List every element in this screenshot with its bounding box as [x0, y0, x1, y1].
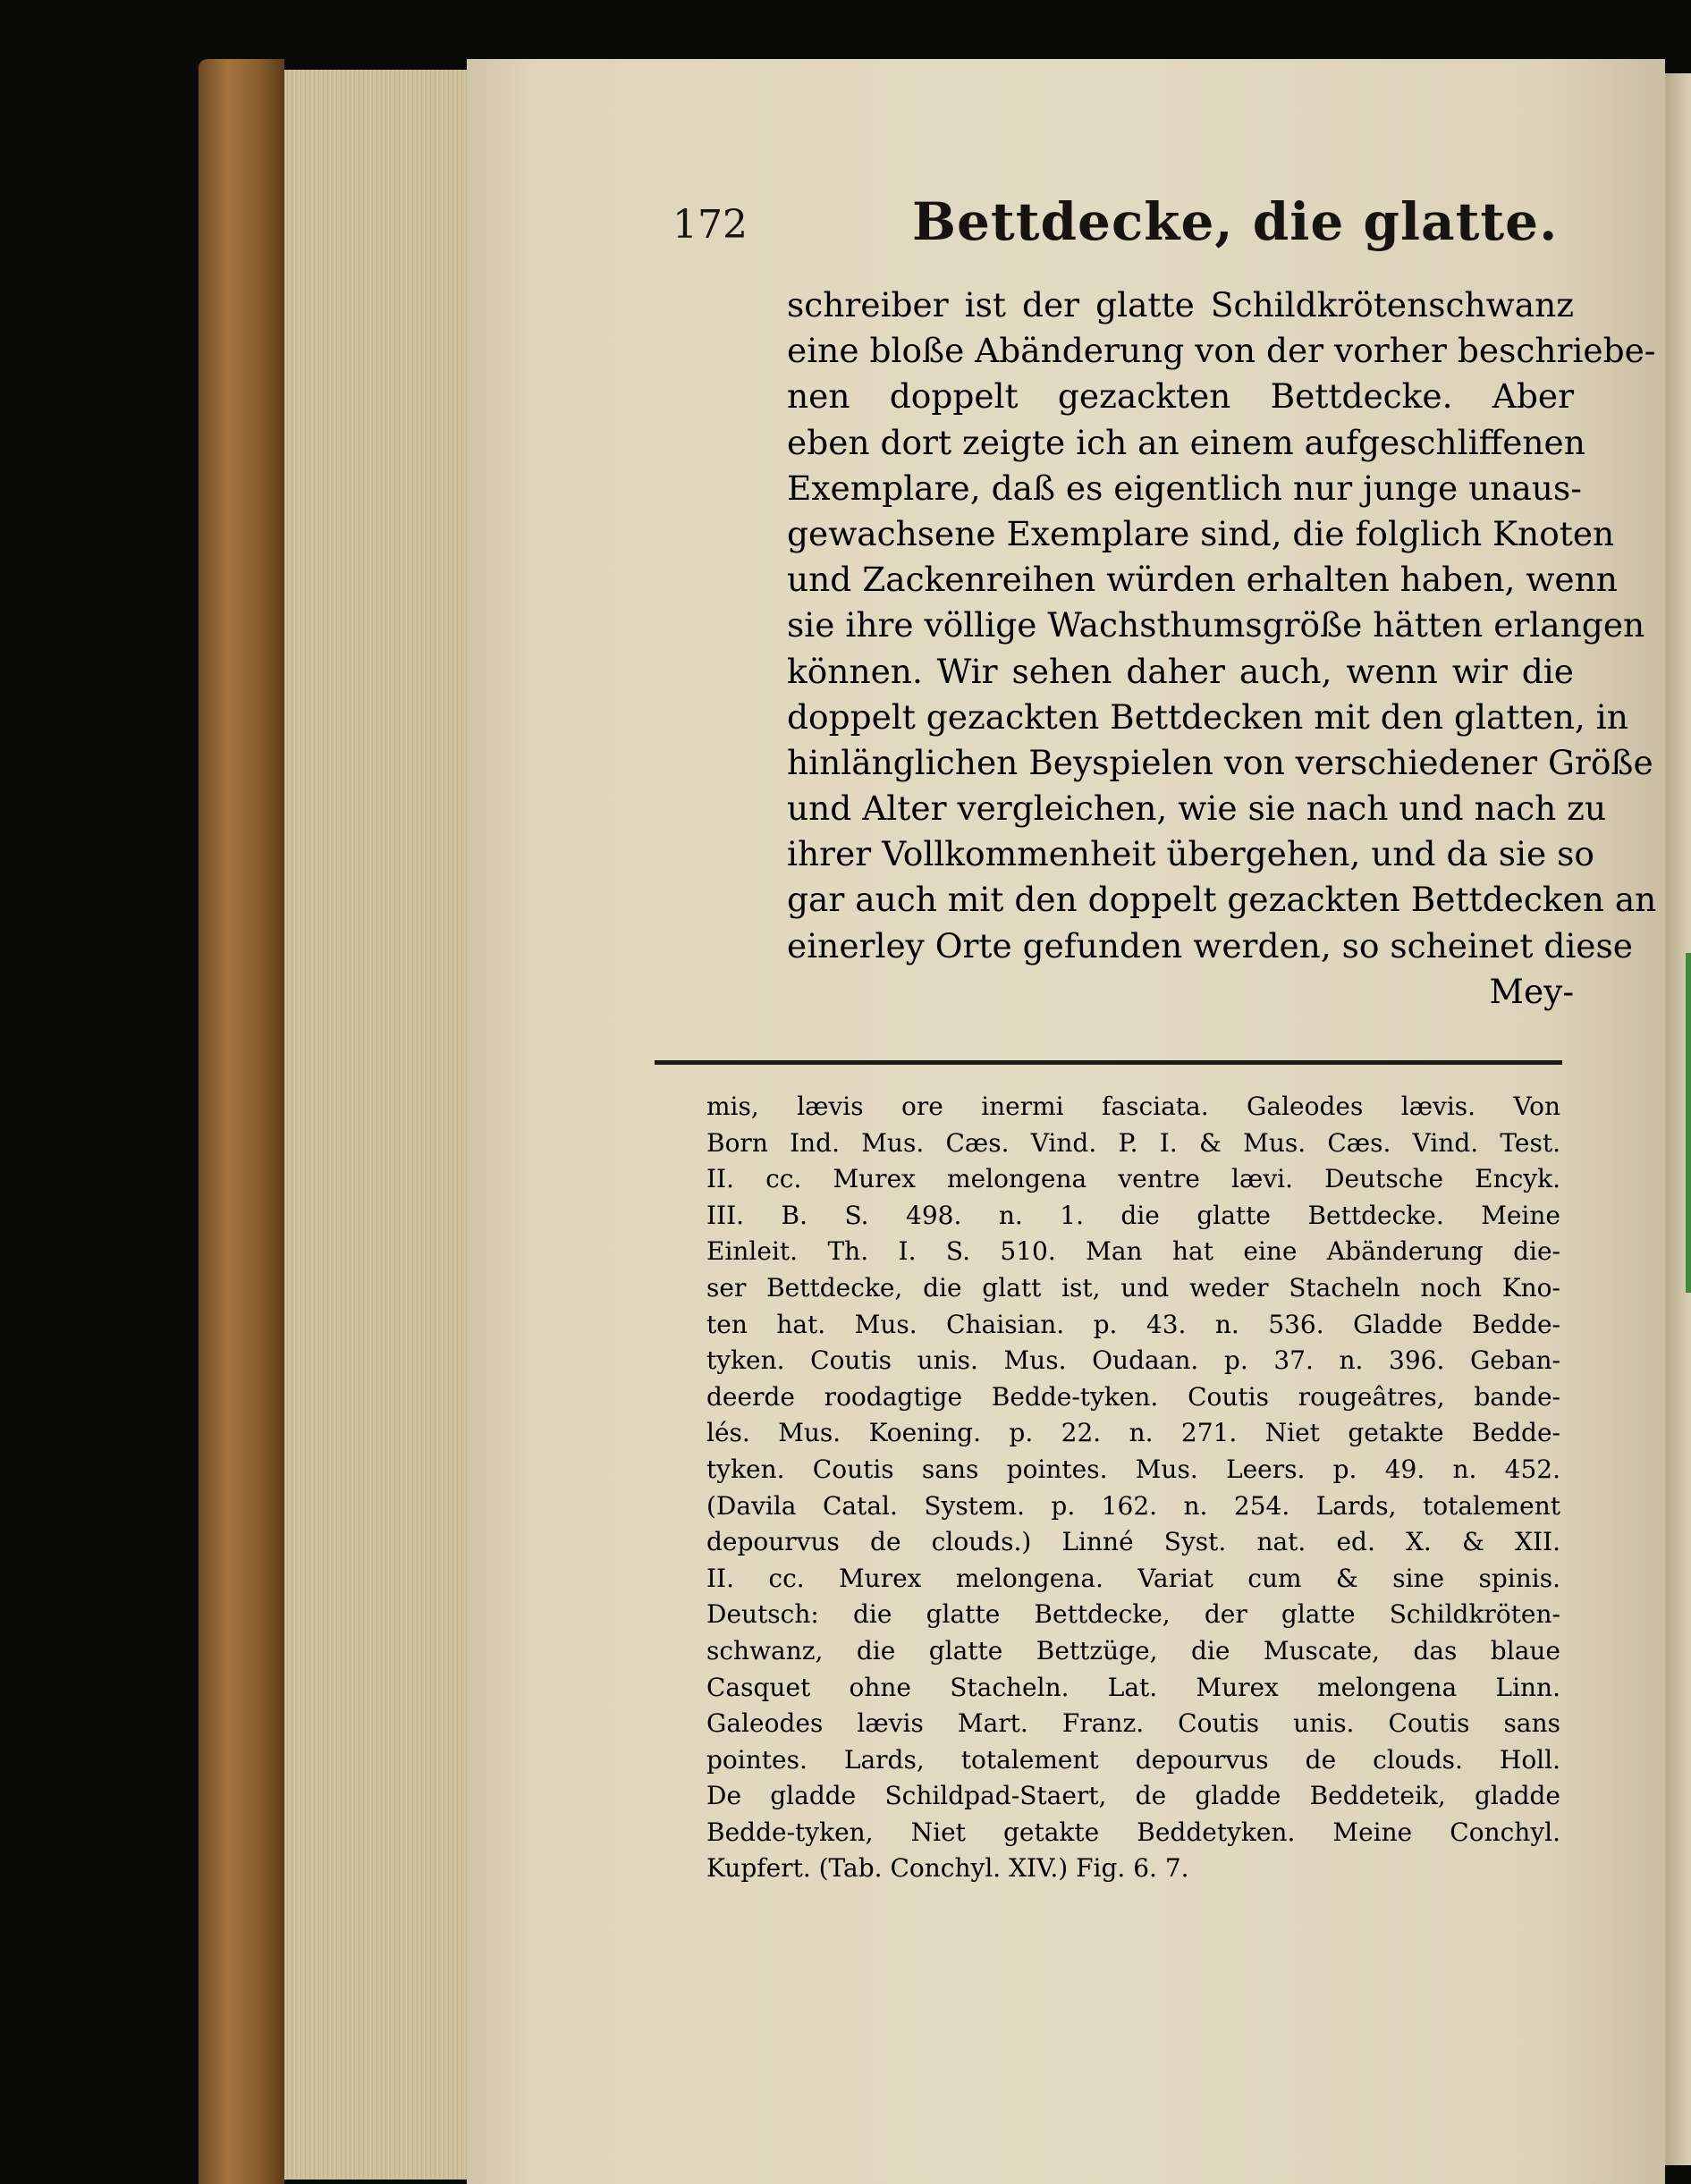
footnote-line: tyken. Coutis sans pointes. Mus. Leers. p. 49. n. 452.: [706, 1454, 1560, 1484]
main-text-line: sie ihre völlige Wachsthumsgröße hätten erlangen: [787, 605, 1645, 645]
footnote-line: II. cc. Murex melongena. Variat cum & sine spinis.: [706, 1563, 1560, 1593]
footnote-line: schwanz, die glatte Bettzüge, die Muscate, das blaue: [706, 1635, 1560, 1665]
main-text-line: Exemplare, daß es eigentlich nur junge unaus-: [787, 468, 1582, 508]
running-head: Bettdecke, die glatte.: [912, 191, 1559, 252]
main-text-line: eine bloße Abänderung von der vorher beschriebe-: [787, 331, 1656, 371]
main-text-line: gar auch mit den doppelt gezackten Bettdecken an: [787, 880, 1657, 920]
footnote-line: mis, lævis ore inermi fasciata. Galeodes lævis. Von: [706, 1092, 1560, 1121]
footnote-line: III. B. S. 498. n. 1. die glatte Bettdecke. Meine: [706, 1200, 1560, 1230]
footnote-line: ten hat. Mus. Chaisian. p. 43. n. 536. Gladde Bedde-: [706, 1309, 1560, 1339]
main-text-line: einerley Orte gefunden werden, so scheinet diese: [787, 925, 1633, 966]
page-edges: [284, 70, 469, 2180]
main-text-line: doppelt gezackten Bettdecken mit den glatten, in: [787, 696, 1628, 737]
main-text-line: gewachsene Exemplare sind, die folglich Knoten: [787, 513, 1615, 553]
main-text-line: und Alter vergleichen, wie sie nach und nach zu: [787, 788, 1607, 829]
footnote-line: II. cc. Murex melongena ventre lævi. Deutsche Encyk.: [706, 1164, 1560, 1194]
catchword: Mey-: [1489, 971, 1574, 1011]
footnote-line: depourvus de clouds.) Linné Syst. nat. ed. X. & XII.: [706, 1527, 1560, 1557]
footnote-line: Kupfert. (Tab. Conchyl. XIV.) Fig. 6. 7.: [706, 1853, 1189, 1884]
footnote-line: (Davila Catal. System. p. 162. n. 254. Lards, totalement: [706, 1490, 1560, 1521]
footnote-line: Galeodes lævis Mart. Franz. Coutis unis. Coutis sans: [706, 1708, 1560, 1739]
main-text-line: schreiber ist der glatte Schildkrötenschwanz: [787, 285, 1574, 325]
footnote-line: Deutsch: die glatte Bettdecke, der glatte Schildkröten-: [706, 1599, 1560, 1630]
footnote-line: Born Ind. Mus. Cæs. Vind. P. I. & Mus. Cæs. Vind. Test.: [706, 1127, 1560, 1158]
footnote-line: deerde roodagtige Bedde-tyken. Coutis rougeâtres, bande-: [706, 1381, 1560, 1412]
footnote-rule: [655, 1060, 1562, 1065]
main-text-block: [787, 282, 1657, 1015]
main-text-line: können. Wir sehen daher auch, wenn wir die: [787, 651, 1574, 691]
footnote-line: ser Bettdecke, die glatt ist, und weder Stacheln noch Kno-: [706, 1272, 1560, 1303]
main-text-line: nen doppelt gezackten Bettdecke. Aber: [787, 376, 1574, 417]
main-text-line: eben dort zeigte ich an einem aufgeschliffenen: [787, 422, 1585, 462]
main-text-line: hinlänglichen Beyspielen von verschiedener Größe: [787, 742, 1653, 782]
footnote-line: De gladde Schildpad-Staert, de gladde Beddeteik, gladde: [706, 1781, 1560, 1811]
color-calibration-strip: [1686, 953, 1691, 1293]
footnote-line: Einleit. Th. I. S. 510. Man hat eine Abänderung die-: [706, 1236, 1560, 1267]
main-text-line: und Zackenreihen würden erhalten haben, wenn: [787, 560, 1618, 600]
footnote-line: lés. Mus. Koening. p. 22. n. 271. Niet getakte Bedde-: [706, 1418, 1560, 1448]
main-text-line: ihrer Vollkommenheit übergehen, und da sie so: [787, 834, 1594, 874]
footnote-line: pointes. Lards, totalement depourvus de clouds. Holl.: [706, 1744, 1560, 1775]
book-cover-spine: [199, 59, 284, 2184]
footnote-line: tyken. Coutis unis. Mus. Oudaan. p. 37. n. 396. Geban-: [706, 1345, 1560, 1376]
footnote-line: Casquet ohne Stacheln. Lat. Murex melongena Linn.: [706, 1672, 1560, 1702]
page-number: 172: [672, 202, 748, 248]
footnote-block: [706, 1089, 1560, 1887]
footnote-line: Bedde-tyken, Niet getakte Beddetyken. Meine Conchyl.: [706, 1817, 1560, 1847]
